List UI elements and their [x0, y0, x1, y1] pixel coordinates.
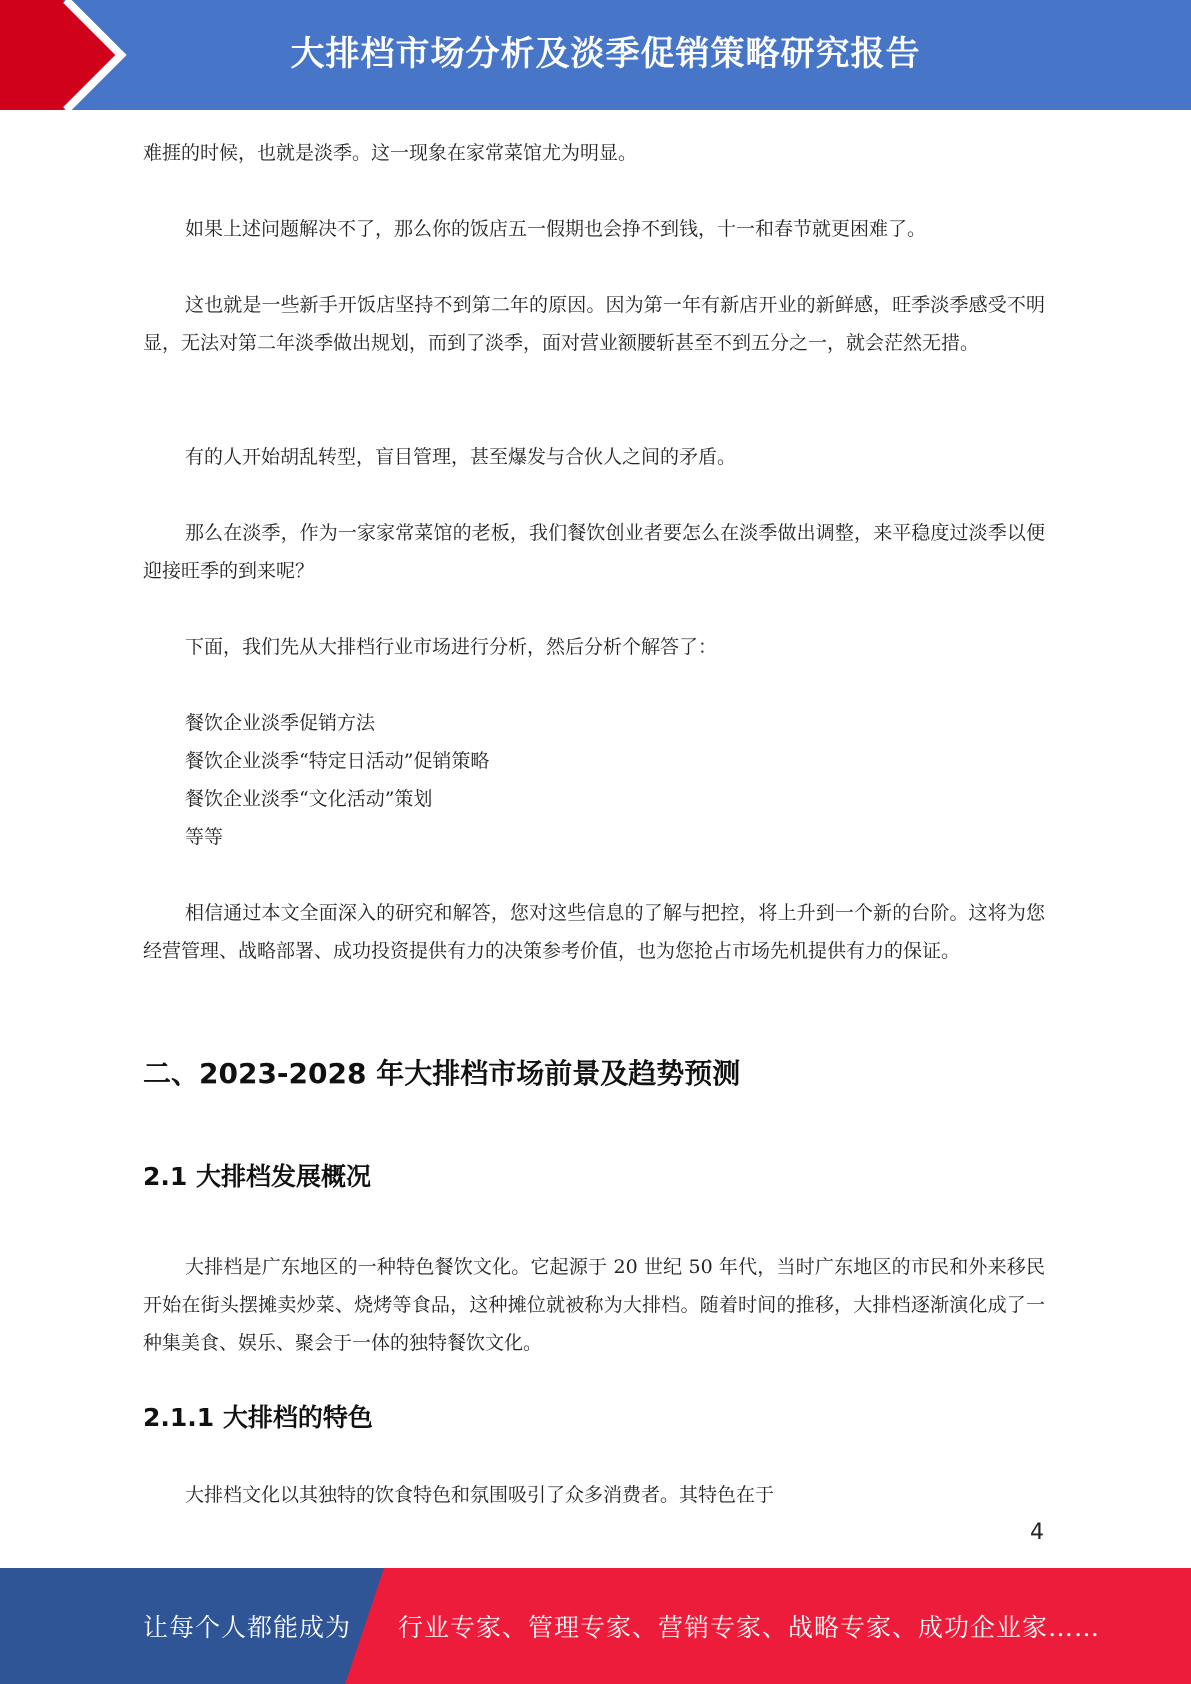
- page-number: 4: [1030, 1520, 1044, 1545]
- footer-slogan-left: 让每个人都能成为: [143, 1613, 352, 1642]
- paragraph: 这也就是一些新手开饭店坚持不到第二年的原因。因为第一年有新店开业的新鲜感，旺季淡季感受不明显，无法对第二年淡季做出规划，而到了淡季，面对营业额腰斩甚至不到五分之一，就会茫然无措。: [143, 294, 1045, 354]
- paragraph: 大排档文化以其独特的饮食特色和氛围吸引了众多消费者。其特色在于: [185, 1484, 775, 1506]
- report-title: 大排档市场分析及淡季促销策略研究报告: [290, 34, 921, 74]
- subsection-heading: 2.1.1 大排档的特色: [143, 1403, 373, 1432]
- paragraph: 大排档是广东地区的一种特色餐饮文化。它起源于 20 世纪 50 年代，当时广东地区的市民和外来移民开始在街头摆摊卖炒菜、烧烤等食品，这种摊位就被称为大排档。随着时间的推移，大排档逐渐演化成了一种集美食、娱乐、聚会于一体的独特餐饮文化。: [143, 1256, 1045, 1354]
- page-footer: [0, 1568, 1191, 1684]
- paragraph: 相信通过本文全面深入的研究和解答，您对这些信息的了解与把控，将上升到一个新的台阶。这将为您经营管理、战略部署、成功投资提供有力的决策参考价值，也为您抢占市场先机提供有力的保证。: [143, 902, 1045, 962]
- paragraph: 有的人开始胡乱转型，盲目管理，甚至爆发与合伙人之间的矛盾。: [185, 446, 737, 468]
- list-item: 等等: [185, 826, 224, 848]
- subsection-heading: 2.1 大排档发展概况: [143, 1162, 371, 1191]
- section-heading: 二、2023-2028 年大排档市场前景及趋势预测: [143, 1057, 741, 1090]
- list-item: 餐饮企业淡季促销方法: [185, 712, 376, 734]
- paragraph: 那么在淡季，作为一家家常菜馆的老板，我们餐饮创业者要怎么在淡季做出调整，来平稳度过淡季以便迎接旺季的到来呢？: [143, 522, 1045, 582]
- paragraph: 如果上述问题解决不了，那么你的饭店五一假期也会挣不到钱，十一和春节就更困难了。: [185, 218, 927, 240]
- list-item: 餐饮企业淡季“文化活动”策划: [185, 788, 433, 810]
- paragraph: 难捱的时候，也就是淡季。这一现象在家常菜馆尤为明显。: [143, 142, 638, 164]
- paragraph: 下面，我们先从大排档行业市场进行分析，然后分析个解答了：: [185, 636, 718, 658]
- footer-slogan-right: 行业专家、管理专家、营销专家、战略专家、成功企业家……: [398, 1613, 1101, 1642]
- page-header: [0, 0, 1191, 110]
- list-item: 餐饮企业淡季“特定日活动”促销策略: [185, 750, 490, 772]
